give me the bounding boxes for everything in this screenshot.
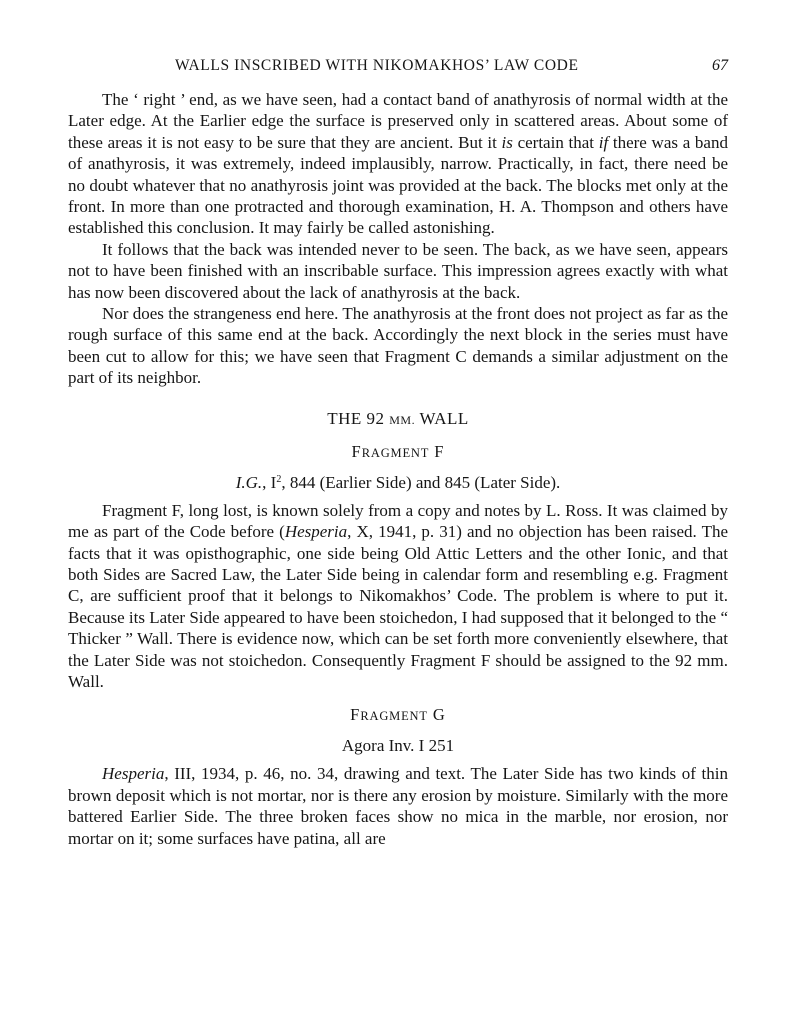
paragraph-strangeness: Nor does the strangeness end here. The anathyrosis at the front does not project as far as the rough surface of this same end at the back. Accordingly the next block in the series must have been cut to allow for this; we have seen that Fragment C demands a similar adjustment on the part of its neighbor. xyxy=(68,304,728,388)
page-number: 67 xyxy=(712,57,728,74)
fragment-g-heading: FRAGMENT G xyxy=(350,705,446,725)
fragment-g-inventory: Agora Inv. I 251 xyxy=(341,736,455,756)
intro-section xyxy=(68,89,728,389)
paragraph-back-never-seen: It follows that the back was intended never to be seen. The back, as we have seen, appears not to have been finished with an inscribable surface. This impression agrees exactly with what has now been discovered about the lack of anathyrosis at the back. xyxy=(68,239,728,302)
running-title: WALLS INSCRIBED WITH NIKOMAKHOS’ LAW CODE xyxy=(175,57,579,74)
fragment-f-heading: FRAGMENT F xyxy=(351,441,445,461)
paragraph-right-end: The ‘ right ’ end, as we have seen, had a contact band of anathyrosis of normal width at the Later edge. At the Earlier edge the surface is preserved only in scattered areas. About some of these areas it is not easy to be sure that they are ancient. But it is certain that if there was a band of anathyrosis, it was extremely, indeed implausibly, narrow. Practically, in fact, there need be no doubt whatever that no anathyrosis joint was provided at the back. The blocks met only at the front. In more than one protracted and thorough examination, H. A. Thompson and others have established this conclusion. It may fairly be called astonishing. xyxy=(68,90,728,238)
paragraph-fragment-g: Hesperia, III, 1934, p. 46, no. 34, drawing and text. The Later Side has two kinds of thin brown deposit which is not mortar, nor is there any erosion by moisture. Similarly with the more battered Earlier Side. The three broken faces show no mica in the marble, nor erosion, nor mortar on it; some surfaces have patina, all are xyxy=(68,764,728,848)
fragment-f-reference: I.G., $I^2$, 844 (Earlier Side) and 845 (Later Side). xyxy=(235,472,561,492)
section-title: THE 92 MM. WALL xyxy=(327,408,469,428)
running-head xyxy=(68,57,728,89)
page xyxy=(68,57,728,849)
paragraph-fragment-f: Fragment F, long lost, is known solely from a copy and notes by L. Ross. It was claimed by me as part of the Code before (Hesperia, X, 1941, p. 31) and no objection has been raised. The facts that it was opisthographic, one side being Old Attic Letters and the other Ionic, and that both Sides are Sacred Law, the Later Side being in calendar form and resembling e.g. Fragment C, are sufficient proof that it belongs to Nikomakhos’ Code. The problem is where to put it. Because its Later Side appeared to have been stoichedon, I had supposed that it belonged to the “ Thicker ” Wall. There is evidence now, which can be set forth more conveniently elsewhere, that the Later Side was not stoichedon. Consequently Fragment F should be assigned to the 92 mm. Wall. xyxy=(68,500,729,691)
